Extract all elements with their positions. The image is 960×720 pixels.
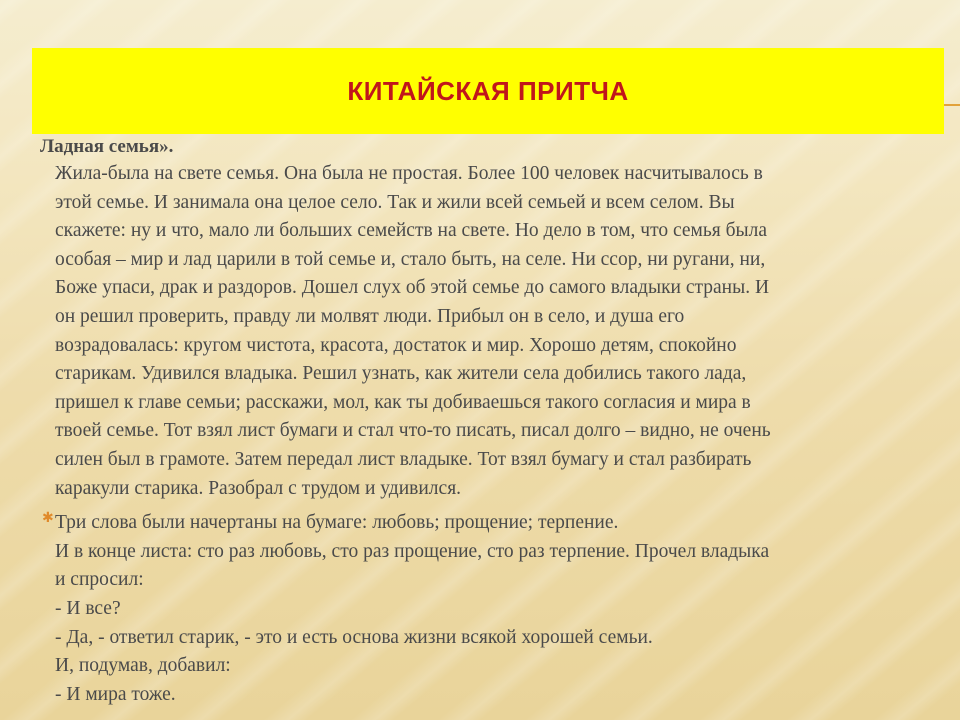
paragraph-1-line: скажете: ну и что, мало ли больших семейств на свете. Но дело в том, что семья была xyxy=(55,220,768,242)
paragraph-2-line: - И мира тоже. xyxy=(55,683,176,705)
title-bar xyxy=(32,48,944,134)
paragraph-1-line: этой семье. И занимала она целое село. Так и жили всей семьей и всем селом. Вы xyxy=(55,191,735,213)
paragraph-1-line: Боже упаси, драк и раздоров. Дошел слух об этой семье до самого владыки страны. И xyxy=(55,277,770,299)
paragraph-1-line: возрадовалась: кругом чистота, красота, достаток и мир. Хорошо детям, спокойно xyxy=(55,334,737,356)
paragraph-2-line: И, подумав, добавил: xyxy=(55,655,231,677)
paragraph-1-line: твоей семье. Тот взял лист бумаги и стал что-то писать, писал долго – видно, не очень xyxy=(55,420,771,442)
paragraph-2-line: - И все? xyxy=(55,597,121,619)
paragraph-2-line: и спросил: xyxy=(55,569,144,591)
paragraph-1-line: особая – мир и лад царили в той семье и, стало быть, на селе. Ни ссор, ни ругани, ни, xyxy=(55,248,766,270)
paragraph-2-line: И в конце листа: сто раз любовь, сто раз прощение, сто раз терпение. Прочел владыка xyxy=(55,540,770,562)
paragraph-1-line: силен был в грамоте. Затем передал лист владыке. Тот взял бумагу и стал разбирать xyxy=(55,448,752,470)
accent-line xyxy=(944,104,960,106)
bullet-item xyxy=(40,509,940,709)
paragraph-1-line: старикам. Удивился владыка. Решил узнать, как жители села добились такого лада, xyxy=(55,363,747,385)
paragraph-2-line: Три слова были начертаны на бумаге: любовь; прощение; терпение. xyxy=(55,512,619,534)
story-heading: Ладная семья». xyxy=(40,136,174,157)
paragraph-2-line: - Да, - ответил старик, - это и есть основа жизни всякой хорошей семьи. xyxy=(55,626,653,648)
slide-title: КИТАЙСКАЯ ПРИТЧА xyxy=(347,75,629,106)
content-area xyxy=(40,136,940,709)
paragraph-1-line: каракули старика. Разобрал с трудом и удивился. xyxy=(55,477,462,499)
bullet-asterisk-icon: ✱ xyxy=(42,511,54,527)
paragraph-1 xyxy=(40,160,940,503)
paragraph-1-line: пришел к главе семьи; расскажи, мол, как ты добиваешься такого согласия и мира в xyxy=(55,391,751,413)
paragraph-1-line: Жила-была на свете семья. Она была не простая. Более 100 человек насчитывалось в xyxy=(55,163,763,184)
paragraph-2 xyxy=(40,509,940,709)
paragraph-1-line: он решил проверить, правду ли молвят люди. Прибыл он в село, и душа его xyxy=(55,305,685,327)
